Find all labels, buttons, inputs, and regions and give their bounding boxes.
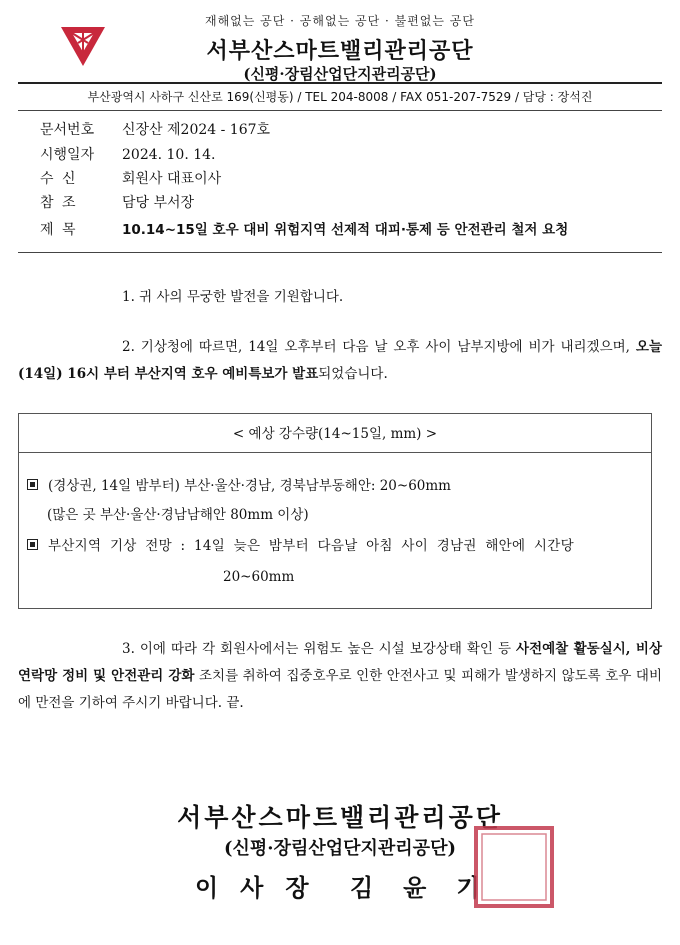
rainfall-item-2 <box>27 536 647 556</box>
meta-recipient <box>40 169 221 189</box>
meta-label: 제 목 <box>40 222 78 238</box>
meta-value: 10.14~15일 호우 대비 위험지역 선제적 대피·통제 등 안전관리 철저 요청 <box>122 222 569 238</box>
meta-label: 수 신 <box>40 171 78 187</box>
meta-label: 참 조 <box>40 195 78 211</box>
rainfall-item-1-text: (경상권, 14일 밤부터) 부산·울산·경남, 경북남부동해안: 20~60mm <box>48 478 451 494</box>
meta-doc-number <box>40 120 270 140</box>
org-subtitle: (신평·장림산업단지관리공단) <box>243 65 437 83</box>
rainfall-item-1 <box>27 476 451 496</box>
paragraph-3 <box>18 636 662 717</box>
official-seal-icon <box>473 825 555 909</box>
signature-title: 이사장 <box>195 873 331 902</box>
meta-label: 문서번호 <box>40 122 95 138</box>
paragraph-2-text: 2. 기상청에 따르면, 14일 오후부터 다음 날 오후 사이 남부지방에 비가 내리겠으며, <box>122 339 636 355</box>
meta-label: 시행일자 <box>40 147 95 163</box>
paragraph-3-text: 3. 이에 따라 각 회원사에서는 위험도 높은 시설 보강상태 확인 등 <box>122 641 517 657</box>
square-bullet-icon <box>27 539 38 550</box>
slogan: 재해없는 공단 · 공해없는 공단 · 불편없는 공단 <box>205 14 475 28</box>
paragraph-2 <box>18 334 662 388</box>
meta-divider <box>18 252 662 253</box>
signature-org-subtitle: (신평·장림산업단지관리공단) <box>224 838 456 859</box>
meta-date <box>40 145 216 165</box>
rainfall-box-title: < 예상 강수량(14~15일, mm) > <box>19 414 651 453</box>
signature-org-name: 서부산스마트밸리관리공단 <box>177 803 503 832</box>
meta-value: 신장산 제2024 - 167호 <box>122 122 271 138</box>
contact-line: 부산광역시 사하구 신산로 169(신평동) / TEL 204-8008 / FAX 051-207-7529 / 담당 : 장석진 <box>87 90 593 104</box>
paragraph-2-text-end: 되었습니다. <box>318 366 388 382</box>
meta-value: 2024. 10. 14. <box>122 147 216 163</box>
paragraph-3-text-end: 조치를 취하여 집중호우로 인한 안전사고 및 피해가 발생하지 않도록 호우 대비에 만전을 기하여 주시기 바랍니다. 끝. <box>18 668 663 711</box>
paragraph-1: 1. 귀 사의 무궁한 발전을 기원합니다. <box>122 289 344 305</box>
meta-subject <box>40 220 568 240</box>
signature-name: 김윤기 <box>350 873 510 902</box>
rainfall-item-2-text: 부산지역 기상 전망 : 14일 늦은 밤부터 다음날 아침 사이 경남권 해안에 시간당 <box>48 538 574 554</box>
meta-reference <box>40 193 194 213</box>
rainfall-box <box>18 413 652 609</box>
paragraph-2-emphasis: 오늘(14일) 16시 부터 부산지역 호우 예비특보가 발표 <box>18 339 662 382</box>
rainfall-item-2-cont: 20~60mm <box>223 569 295 585</box>
header-divider <box>18 82 662 84</box>
meta-value: 회원사 대표이사 <box>122 171 222 187</box>
contact-divider <box>18 110 662 111</box>
square-bullet-icon <box>27 479 38 490</box>
rainfall-item-1-sub: (많은 곳 부산·울산·경남남해안 80mm 이상) <box>47 507 309 523</box>
paragraph-3-emphasis: 사전예찰 활동실시, 비상연락망 정비 및 안전관리 강화 <box>18 641 662 684</box>
org-name: 서부산스마트밸리관리공단 <box>206 38 474 64</box>
meta-value: 담당 부서장 <box>122 195 195 211</box>
